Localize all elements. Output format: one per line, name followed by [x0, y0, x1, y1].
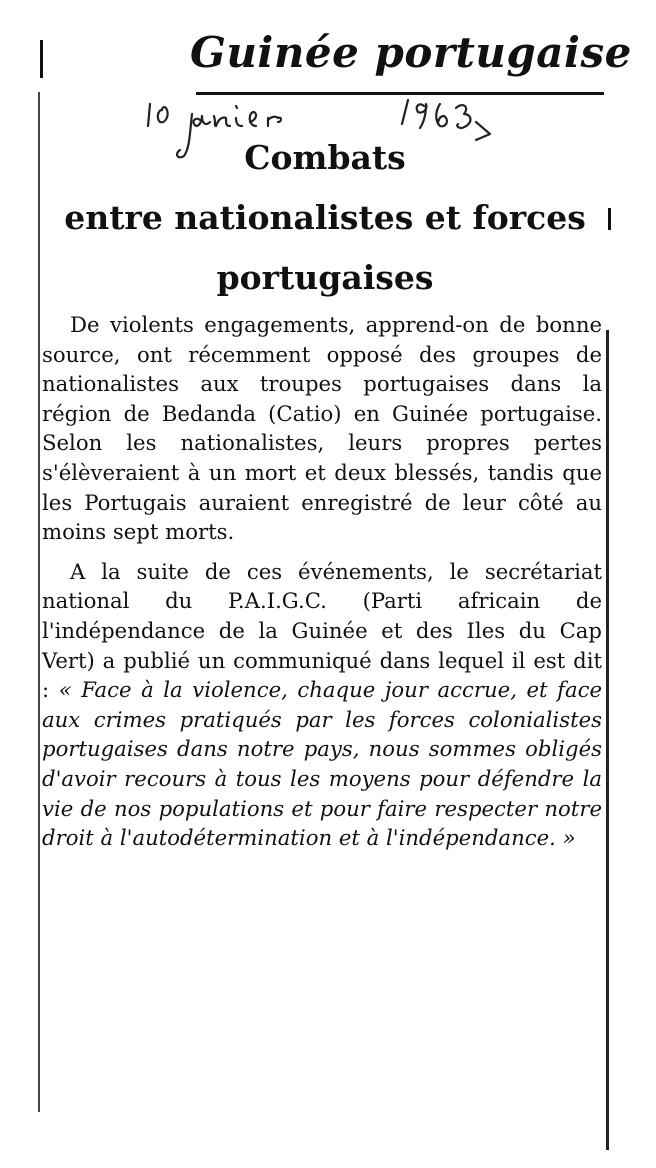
headline-line-3: portugaises [216, 258, 434, 297]
paragraph-2-intro: A la suite de ces événements, le secrétariat national du P.A.I.G.C. (Parti africain de l'indépendance de la Guinée et des Iles du Cap Vert) a publié un communiqué dans lequel il est dit : [42, 558, 602, 703]
article-paragraph-1: De violents engagements, apprend-on de bonne source, ont récemment opposé des groupes de nationalistes aux troupes portugaises dans la région de Bedanda (Catio) en Guinée portugaise. Selon les nationalistes, leurs propres pertes s'élèveraient à un mort et deux blessés, tandis que les Portugais auraient enregistré de leur côté au moins sept morts. [42, 312, 602, 545]
headline-line-1: Combats [244, 138, 406, 177]
article-body [42, 310, 602, 853]
header-underline [196, 92, 604, 95]
column-rule-left [38, 92, 40, 1112]
article-paragraph-2 [42, 557, 602, 853]
section-title: Guinée portugaise [190, 28, 632, 77]
article-headline [46, 128, 604, 308]
paragraph-2-quote: « Face à la violence, chaque jour accrue, et face aux crimes pratiqués par les forces colonialistes portugaises dans notre pays, nous sommes obligés d'avoir recours à tous les moyens pour défendre la vie de nos populations et pour faire respecter notre droit à l'autodétermination et à l'indépendance. » [42, 677, 602, 851]
column-rule-top [40, 40, 43, 78]
column-rule-right [606, 330, 609, 1150]
column-rule-mark [608, 208, 611, 230]
headline-line-2: entre nationalistes et forces [64, 198, 586, 237]
